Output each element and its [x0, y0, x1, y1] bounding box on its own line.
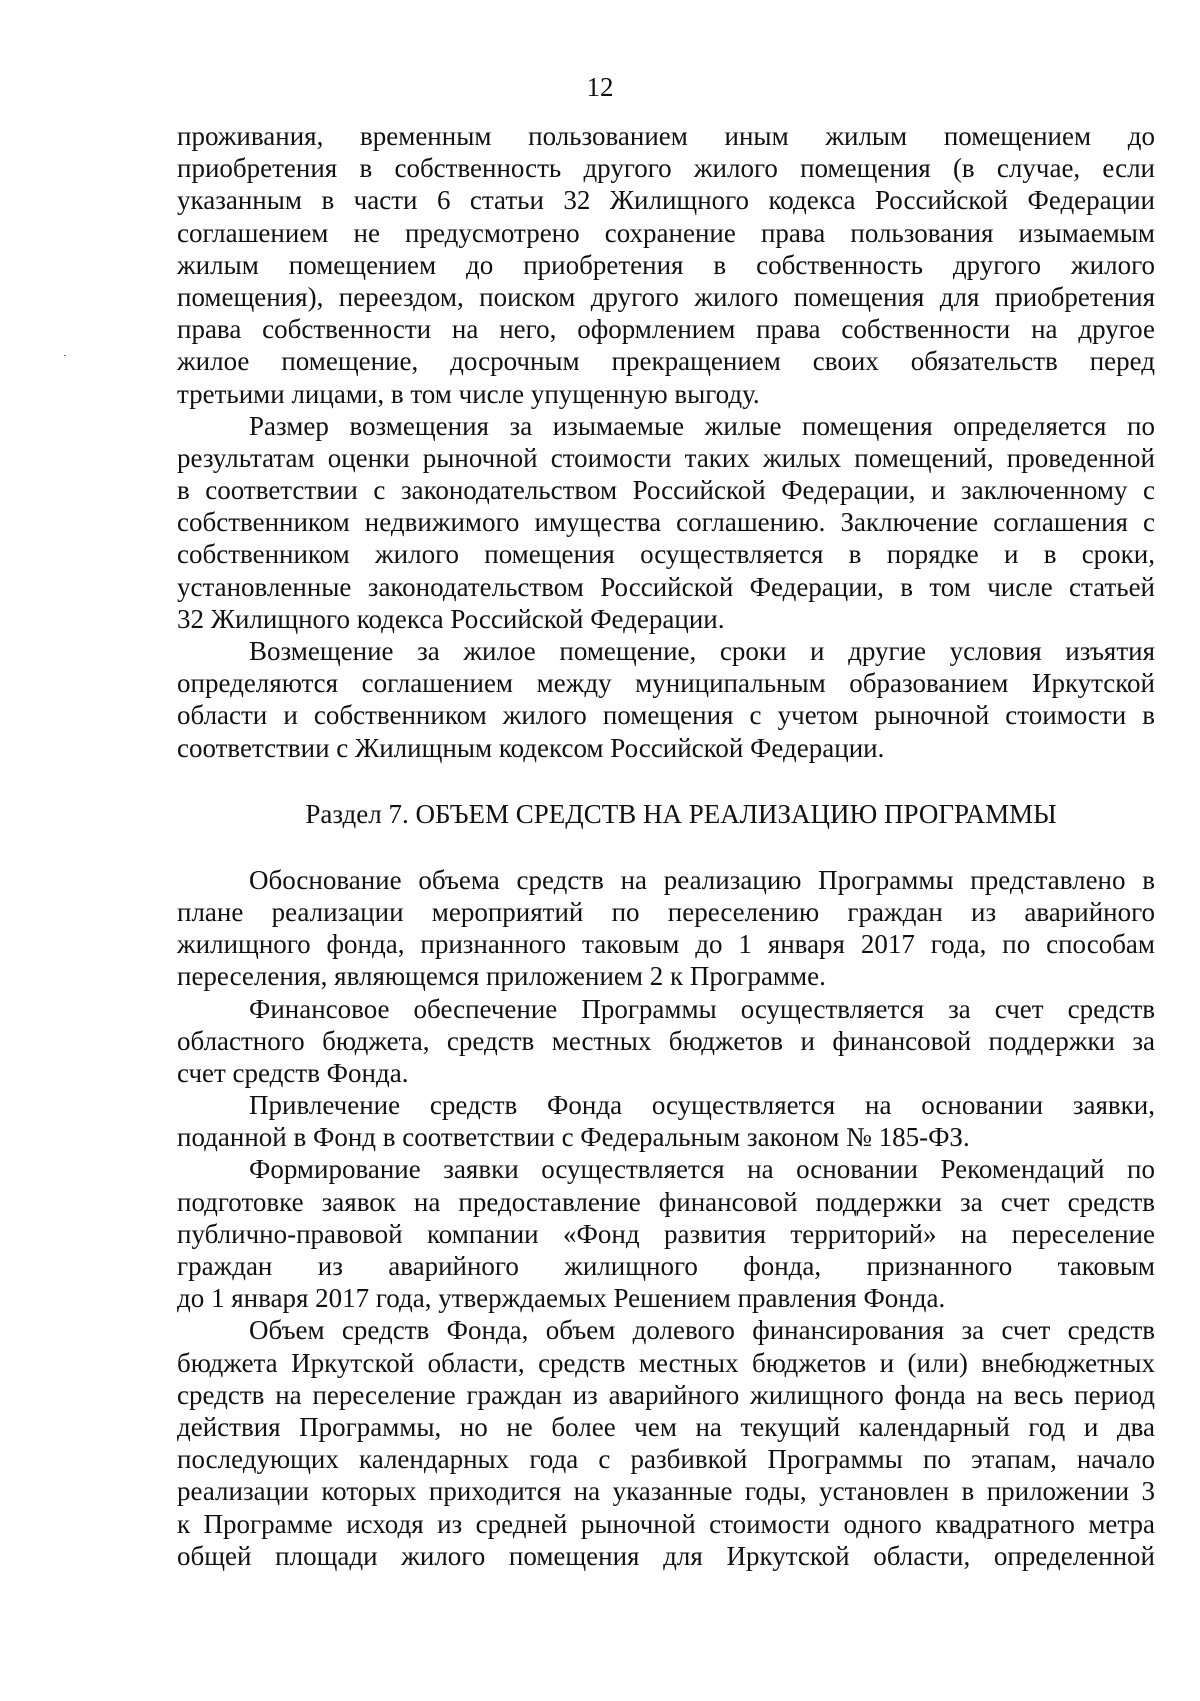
scan-speck: [64, 355, 66, 356]
section-body-text: [177, 864, 1155, 1572]
paragraph: [177, 410, 1155, 635]
text-line: подготовке заявок на предоставление финансовой поддержки за счет средств: [177, 1186, 1155, 1217]
page-number: 12: [586, 72, 614, 102]
text-line: собственником недвижимого имущества соглашению. Заключение соглашения с: [177, 507, 1155, 538]
text-line: области и собственником жилого помещения с учетом рыночной стоимости в: [177, 700, 1155, 731]
paragraph: [177, 864, 1155, 993]
paragraph: [177, 1314, 1155, 1572]
text-line: указанным в части 6 статьи 32 Жилищного кодекса Российской Федерации: [177, 185, 1155, 216]
text-line: действия Программы, но не более чем на текущий календарный год и два: [177, 1411, 1155, 1442]
paragraph: [177, 120, 1155, 410]
text-line: областного бюджета, средств местных бюджетов и финансовой поддержки за: [177, 1025, 1155, 1056]
text-line: жилым помещением до приобретения в собственность другого жилого: [177, 249, 1155, 280]
text-line: в соответствии с законодательством Российской Федерации, и заключенному с: [177, 475, 1155, 506]
text-line: переселения, являющемся приложением 2 к Программе.: [177, 961, 826, 992]
text-line: граждан из аварийного жилищного фонда, признанного таковым: [177, 1251, 1155, 1281]
text-line: третьими лицами, в том числе упущенную выгоду.: [177, 378, 760, 409]
section-heading: Раздел 7. ОБЪЕМ СРЕДСТВ НА РЕАЛИЗАЦИЮ ПРОГРАММЫ: [305, 798, 1057, 829]
text-line: результатам оценки рыночной стоимости таких жилых помещений, проведенной: [177, 442, 1155, 473]
text-line: жилое помещение, досрочным прекращением своих обязательств перед: [177, 346, 1155, 377]
text-line: Возмещение за жилое помещение, сроки и другие условия изъятия: [249, 636, 1155, 666]
text-line: плане реализации мероприятий по переселению граждан из аварийного: [177, 896, 1155, 927]
text-line: собственником жилого помещения осуществляется в порядке и в сроки,: [177, 539, 1155, 570]
text-line: соглашением не предусмотрено сохранение права пользования изымаемым: [177, 217, 1155, 248]
text-line: жилищного фонда, признанного таковым до 1 января 2017 года, по способам: [177, 929, 1155, 960]
text-line: проживания, временным пользованием иным жилым помещением до: [177, 121, 1155, 151]
paragraph: [177, 1153, 1155, 1314]
text-line: к Программе исходя из средней рыночной стоимости одного квадратного метра: [177, 1508, 1155, 1539]
text-line: 32 Жилищного кодекса Российской Федерации.: [177, 603, 725, 634]
text-line: публично-правовой компании «Фонд развития территорий» на переселение: [177, 1218, 1155, 1249]
text-line: поданной в Фонд в соответствии с Федеральным законом № 185-ФЗ.: [177, 1122, 970, 1153]
text-line: Привлечение средств Фонда осуществляется на основании заявки,: [249, 1090, 1155, 1121]
paragraph: [177, 635, 1155, 764]
text-line: бюджета Иркутской области, средств местных бюджетов и (или) внебюджетных: [177, 1347, 1155, 1378]
text-line: приобретения в собственность другого жилого помещения (в случае, если: [177, 153, 1155, 184]
text-line: до 1 января 2017 года, утверждаемых Решением правления Фонда.: [177, 1283, 946, 1314]
text-line: права собственности на него, оформлением права собственности на другое: [177, 314, 1155, 345]
text-line: Обоснование объема средств на реализацию Программы представлено в: [249, 864, 1155, 895]
text-line: Финансовое обеспечение Программы осуществляется за счет средств: [249, 993, 1155, 1024]
text-line: Формирование заявки осуществляется на основании Рекомендаций по: [249, 1154, 1155, 1185]
text-line: средств на переселение граждан из аварийного жилищного фонда на весь период: [177, 1379, 1155, 1410]
text-line: определяются соглашением между муниципальным образованием Иркутской: [177, 668, 1155, 699]
text-line: соответствии с Жилищным кодексом Российской Федерации.: [177, 732, 885, 763]
text-line: Размер возмещения за изымаемые жилые помещения определяется по: [249, 410, 1155, 441]
text-line: помещения), переездом, поиском другого жилого помещения для приобретения: [177, 281, 1155, 312]
text-line: установленные законодательством Российской Федерации, в том числе статьей: [177, 571, 1155, 602]
pre-section-text: [177, 120, 1155, 764]
text-line: последующих календарных года с разбивкой Программы по этапам, начало: [177, 1444, 1155, 1475]
text-line: счет средств Фонда.: [177, 1057, 409, 1088]
text-line: реализации которых приходится на указанные годы, установлен в приложении 3: [177, 1476, 1155, 1507]
text-line: общей площади жилого помещения для Иркутской области, определенной: [177, 1540, 1155, 1571]
paragraph: [177, 1089, 1155, 1153]
paragraph: [177, 993, 1155, 1090]
text-line: Объем средств Фонда, объем долевого финансирования за счет средств: [249, 1315, 1155, 1346]
document-body: [177, 120, 1155, 1572]
